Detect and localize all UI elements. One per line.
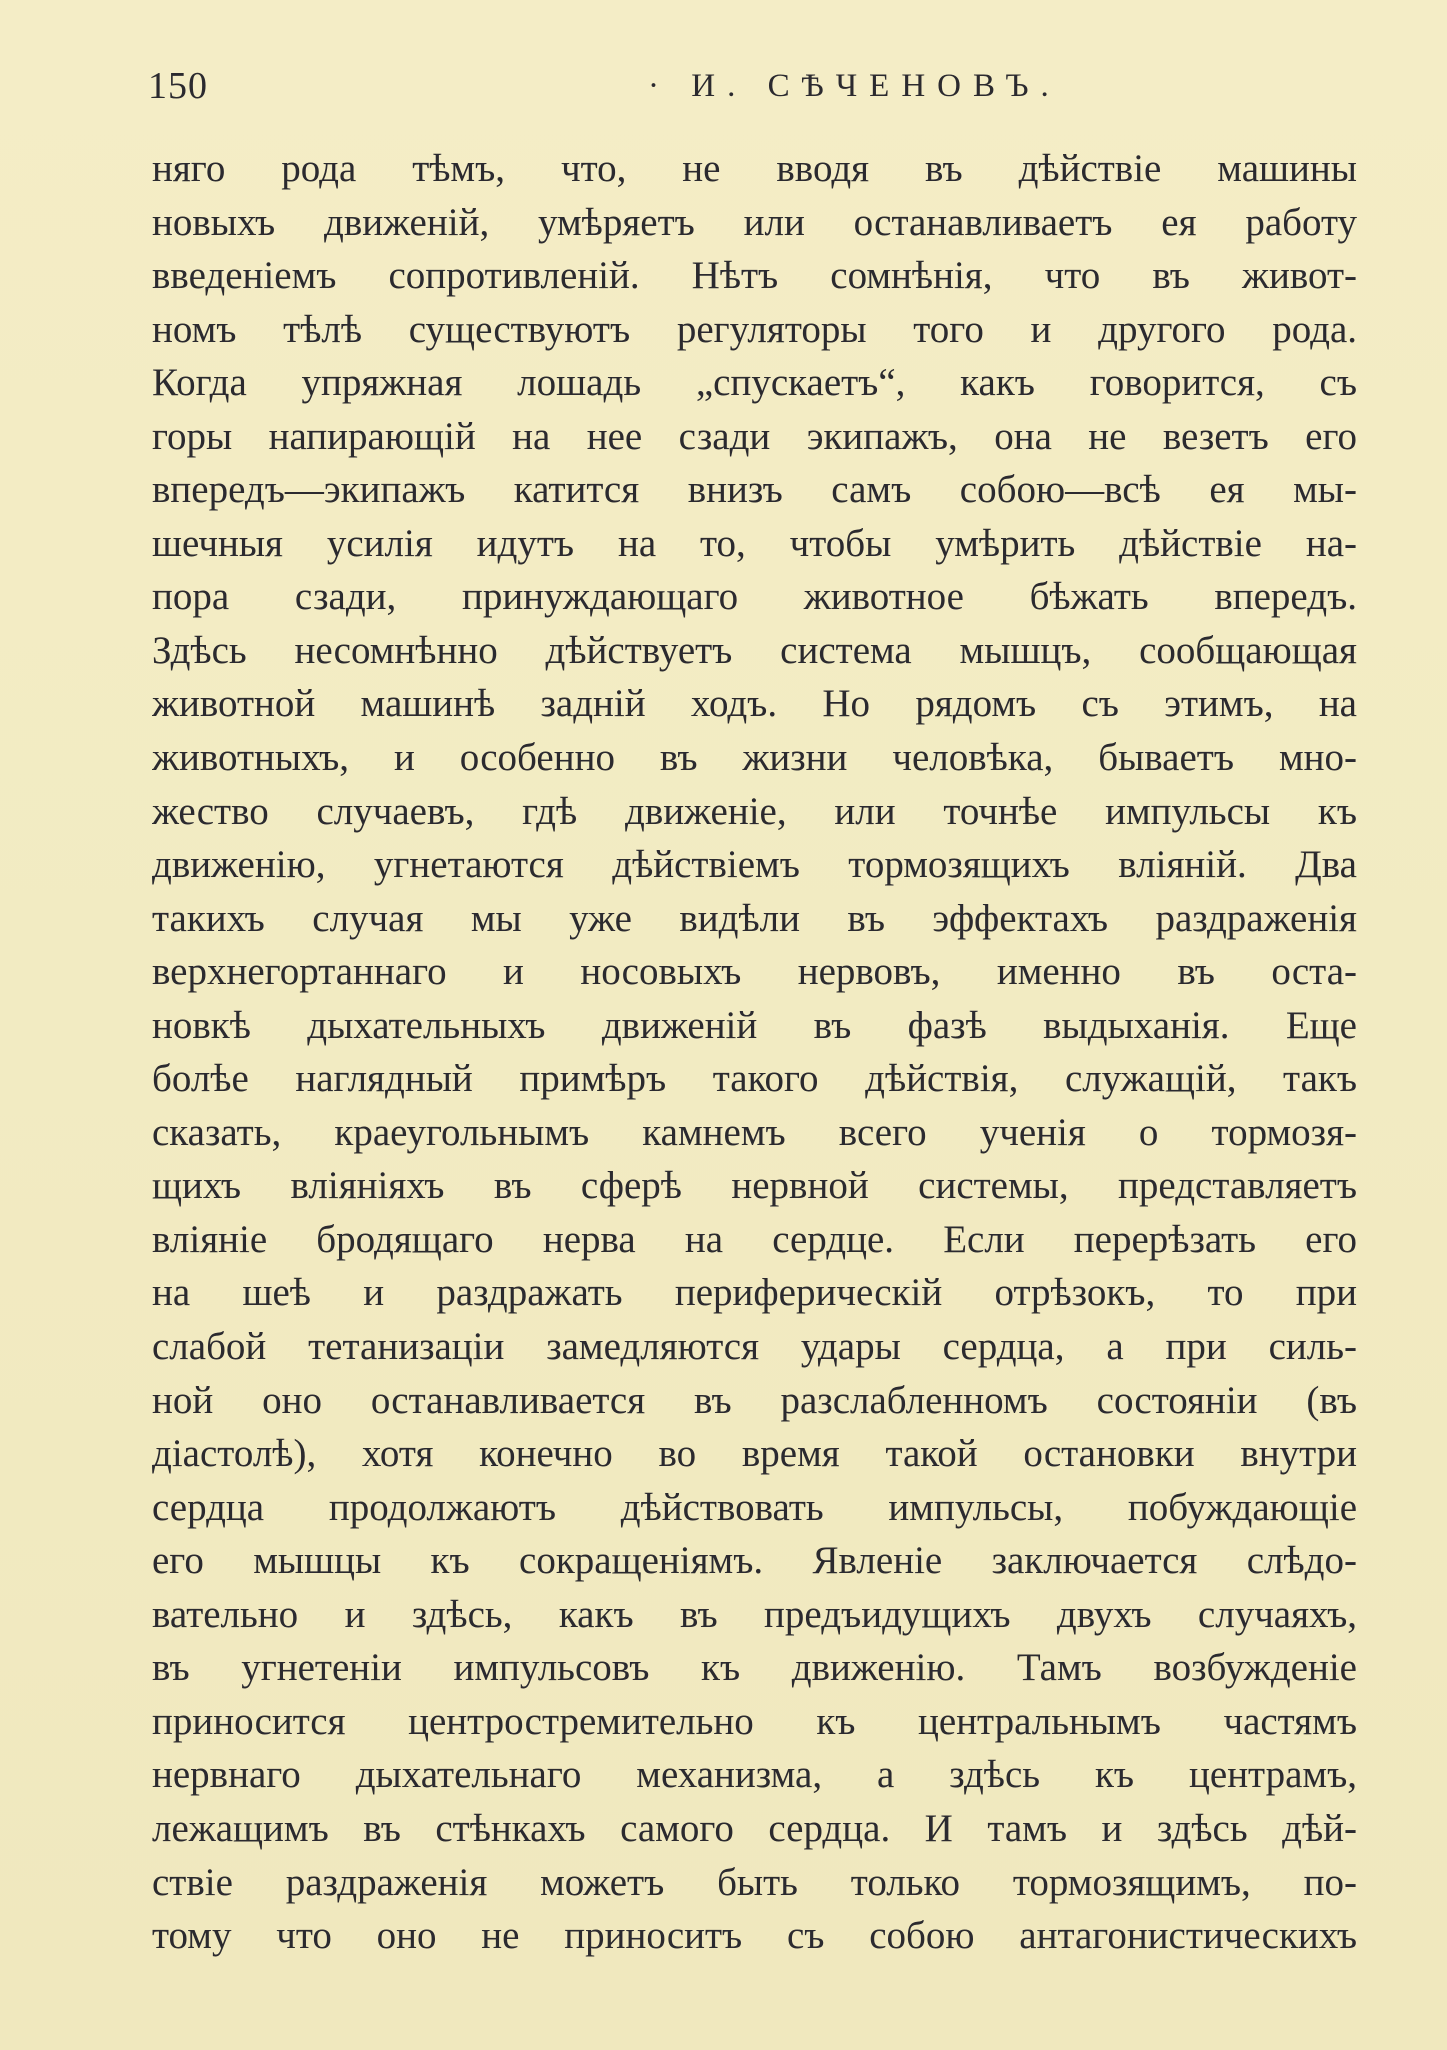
text-line: новыхъ движеній, умѣряетъ или останавливаетъ ея работу [152, 200, 1357, 244]
page-number: 150 [148, 65, 208, 107]
text-line: сердца продолжаютъ дѣйствовать импульсы, побуждающіе [152, 1485, 1357, 1529]
text-line: щихъ вліяніяхъ въ сферѣ нервной системы, представляетъ [152, 1164, 1357, 1208]
text-line: болѣе наглядный примѣръ такого дѣйствія, служащій, такъ [152, 1057, 1357, 1101]
text-line: движенію, угнетаются дѣйствіемъ тормозящихъ вліяній. Два [152, 843, 1357, 887]
text-line: введеніемъ сопротивленій. Нѣтъ сомнѣнія, что въ живот- [152, 254, 1357, 298]
text-line: тому что оно не приноситъ съ собою антагонистическихъ [152, 1914, 1357, 1958]
text-line: на шеѣ и раздражать периферическій отрѣзокъ, то при [152, 1271, 1357, 1315]
page-header [148, 58, 1360, 114]
text-line: верхнегортаннаго и носовыхъ нервовъ, именно въ оста- [152, 950, 1357, 994]
text-line: приносится центростремительно къ центральнымъ частямъ [152, 1699, 1357, 1743]
text-line: животной машинѣ задній ходъ. Но рядомъ съ этимъ, на [152, 682, 1357, 726]
text-line: ствіе раздраженія можетъ быть только тормозящимъ, по- [152, 1860, 1357, 1904]
text-line: лежащимъ въ стѣнкахъ самого сердца. И тамъ и здѣсь дѣй- [152, 1806, 1357, 1850]
text-line: жество случаевъ, гдѣ движеніе, или точнѣе импульсы къ [152, 789, 1357, 833]
text-line: слабой тетанизаціи замедляются удары сердца, а при силь- [152, 1325, 1357, 1369]
text-line: Здѣсь несомнѣнно дѣйствуетъ система мышцъ, сообщающая [152, 628, 1357, 672]
text-line: впередъ—экипажъ катится внизъ самъ собою—всѣ ея мы- [152, 468, 1357, 512]
running-head: · И. СѢЧЕНОВЪ. [648, 68, 1061, 104]
text-line: вательно и здѣсь, какъ въ предъидущихъ двухъ случаяхъ, [152, 1592, 1357, 1636]
text-line: пора сзади, принуждающаго животное бѣжать впередъ. [152, 575, 1357, 619]
text-line: такихъ случая мы уже видѣли въ эффектахъ раздраженія [152, 896, 1357, 940]
text-line: ной оно останавливается въ разслабленномъ состояніи (въ [152, 1378, 1357, 1422]
text-line: новкѣ дыхательныхъ движеній въ фазѣ выдыханія. Еще [152, 1003, 1357, 1047]
text-line: шечныя усилія идутъ на то, чтобы умѣрить дѣйствіе на- [152, 521, 1357, 565]
text-line: сказать, краеугольнымъ камнемъ всего ученія о тормозя- [152, 1110, 1357, 1154]
text-line: его мышцы къ сокращеніямъ. Явленіе заключается слѣдо- [152, 1539, 1357, 1583]
text-line: въ угнетеніи импульсовъ къ движенію. Тамъ возбужденіе [152, 1646, 1357, 1690]
text-line: вліяніе бродящаго нерва на сердце. Если перерѣзать его [152, 1217, 1357, 1261]
text-line: номъ тѣлѣ существуютъ регуляторы того и другого рода. [152, 307, 1357, 351]
text-line: нервнаго дыхательнаго механизма, а здѣсь къ центрамъ, [152, 1753, 1357, 1797]
text-line: животныхъ, и особенно въ жизни человѣка, бываетъ мно- [152, 736, 1357, 780]
body-text [152, 142, 1357, 1963]
text-line: няго рода тѣмъ, что, не вводя въ дѣйствіе машины [152, 147, 1357, 190]
text-line: Когда упряжная лошадь „спускаетъ“, какъ говорится, съ [152, 361, 1357, 405]
text-line: горы напирающій на нее сзади экипажъ, она не везетъ его [152, 414, 1357, 458]
text-line: діастолѣ), хотя конечно во время такой остановки внутри [152, 1432, 1357, 1476]
